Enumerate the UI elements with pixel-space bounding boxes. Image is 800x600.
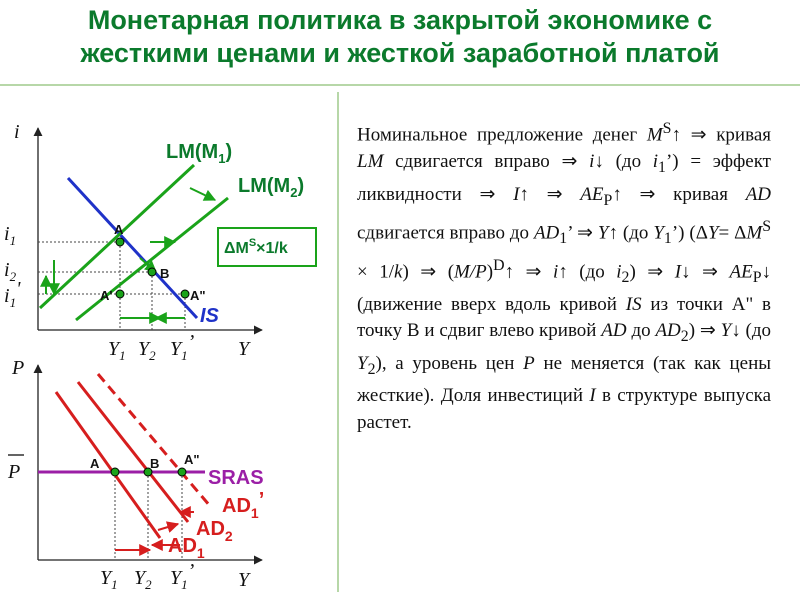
label-ad1-prime: $AD_1$’ xyxy=(222,489,265,521)
bottom-y-axis-label: P xyxy=(12,357,25,379)
tick-y1-prime: $Y_1$’ xyxy=(170,331,195,363)
bottom-tick-y1: $Y_1$ xyxy=(100,567,118,592)
bottom-tick-y1-prime: $Y_1$’ xyxy=(170,560,195,592)
label-a-dblprime-top: A" xyxy=(190,288,206,303)
tick-y2: $Y_2$ xyxy=(138,338,156,363)
tick-i1-prime: $i_1'$ xyxy=(4,278,21,310)
top-x-axis-label: Y xyxy=(238,338,250,360)
label-ad1: $AD_1$ xyxy=(168,535,205,561)
point-a-dblprime-bottom xyxy=(178,468,186,476)
tick-i1: $i_1$ xyxy=(4,223,17,248)
title-line-1: Монетарная политика в закрытой экономике с xyxy=(87,5,713,35)
label-lm1: $LM(M_1)$ xyxy=(166,141,233,166)
economic-diagrams xyxy=(0,0,340,600)
is-lm-graph xyxy=(4,121,316,363)
label-b-top: B xyxy=(160,266,170,281)
label-a-top: A xyxy=(114,222,124,237)
label-b-bottom: B xyxy=(150,456,160,471)
tick-y1: $Y_1$ xyxy=(108,338,126,363)
point-a-prime xyxy=(116,290,124,298)
label-a-dblprime-bottom: A" xyxy=(184,452,200,467)
label-a-bottom: A xyxy=(90,456,100,471)
point-a xyxy=(116,238,124,246)
label-a-prime: A' xyxy=(100,288,113,303)
point-a-dblprime xyxy=(181,290,189,298)
explanation-text: Номинальное предложение денег $M^S↑$ ⇒ кривая LM сдвигается вправо ⇒ i↓ (до $i_1$’) = эффект ликвидности ⇒ I↑ ⇒ $AE_P↑$ ⇒ кривая AD сдвигается вправо до $AD_1$’ ⇒ Y↑ (до $Y_1$’) $(\Delta Y= \Delta M^S \times 1/k)$ ⇒ $(M/P)^D↑$ ⇒ i↑ (до $i_2$) ⇒ I↓ ⇒ $AE_P↓$ (движение вверх вдоль кривой IS из точки А" в точку В и сдвиг влево кривой AD до $AD_2$) ⇒ Y↓ (до $Y_2$), а уровень цен P не меняется (так как цены жесткие). Доля инвестиций I в структуре выпуска растет. xyxy=(357,120,772,434)
price-level-label: P xyxy=(8,461,21,483)
is-curve xyxy=(68,178,197,318)
ad-as-graph xyxy=(7,357,264,592)
label-is: IS xyxy=(200,305,219,327)
point-b xyxy=(148,268,156,276)
title-line-2: жесткими ценами и жесткой заработной платой xyxy=(80,38,720,68)
lm-shift-arrow xyxy=(190,188,215,200)
label-sras: SRAS xyxy=(208,467,264,489)
top-guide-lines xyxy=(38,242,185,330)
point-a-bottom xyxy=(111,468,119,476)
ad-shift-right-arrow xyxy=(158,524,178,530)
bottom-tick-y2: $Y_2$ xyxy=(134,567,152,592)
label-ad2: $AD_2$ xyxy=(196,518,233,544)
box-label: $\Delta M^S\times 1/k$ xyxy=(224,237,288,257)
tick-i2: $i_2$ xyxy=(4,259,17,284)
bottom-x-axis-label: Y xyxy=(238,569,250,591)
label-lm2: $LM(M_2)$ xyxy=(238,175,305,200)
ad1-prime-curve xyxy=(98,374,210,506)
top-y-axis-label: i xyxy=(14,121,20,143)
